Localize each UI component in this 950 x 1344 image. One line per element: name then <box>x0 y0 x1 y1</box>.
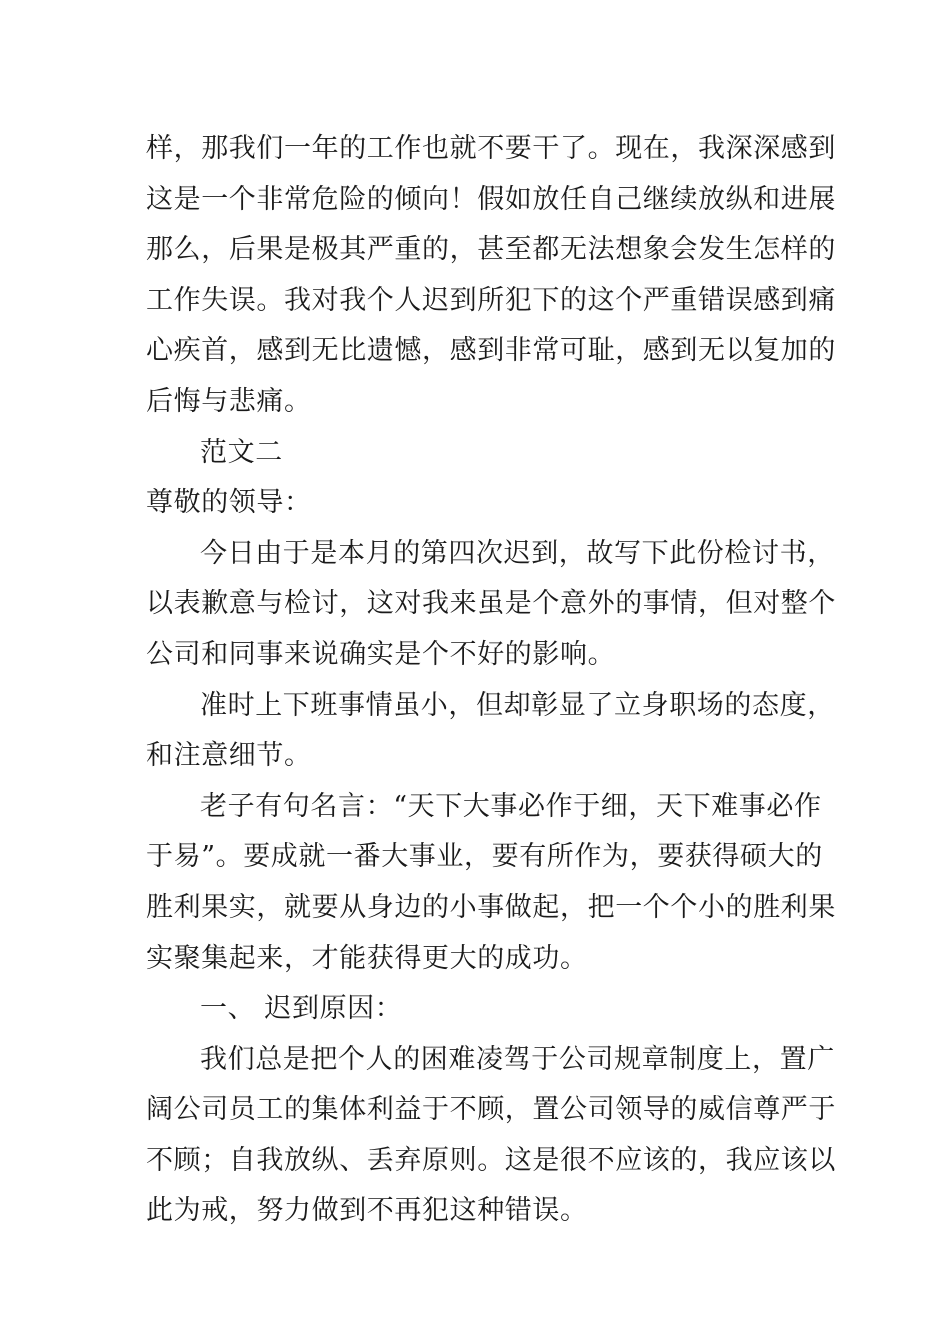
text-line: 后悔与悲痛。 <box>146 385 312 417</box>
text-line: 那么，后果是极其严重的，甚至都无法想象会发生怎样的 <box>146 234 836 266</box>
text-line: 样，那我们一年的工作也就不要干了。现在，我深深感到 <box>146 133 836 164</box>
text-line: 今日由于是本月的第四次迟到，故写下此份检讨书， <box>200 537 835 569</box>
text-line: 老子有句名言：“天下大事必作于细，天下难事必作 <box>200 790 822 822</box>
text-line: 我们总是把个人的困难凌驾于公司规章制度上，置广 <box>200 1043 835 1075</box>
text-line: 实聚集起来，才能获得更大的成功。 <box>146 942 588 974</box>
text-line: 胜利果实，就要从身边的小事做起，把一个个小的胜利果 <box>146 891 836 923</box>
text-line: 不顾；自我放纵、丢弃原则。这是很不应该的，我应该以 <box>146 1144 836 1176</box>
text-line: 以表歉意与检讨，这对我来虽是个意外的事情，但对整个 <box>146 588 836 620</box>
text-line: 这是一个非常危险的倾向！假如放任自己继续放纵和进展 <box>146 183 836 215</box>
document-body <box>146 124 836 1237</box>
text-line: 此为戒，努力做到不再犯这种错误。 <box>146 1195 588 1227</box>
text-line: 公司和同事来说确实是个不好的影响。 <box>146 638 616 670</box>
text-line: 阔公司员工的集体利益于不顾，置公司领导的威信尊严于 <box>146 1094 836 1126</box>
text-line: 于易”。要成就一番大事业，要有所作为，要获得硕大的 <box>146 841 823 873</box>
text-line: 和注意细节。 <box>146 740 312 772</box>
text-line: 心疾首，感到无比遗憾，感到非常可耻，感到无以复加的 <box>146 335 836 367</box>
section-heading: 范文二 <box>200 436 283 468</box>
list-heading: 一、 迟到原因： <box>200 993 403 1025</box>
text-line: 工作失误。我对我个人迟到所犯下的这个严重错误感到痛 <box>146 284 836 316</box>
salutation: 尊敬的领导： <box>146 487 312 519</box>
text-line: 准时上下班事情虽小，但却彰显了立身职场的态度， <box>200 689 835 721</box>
